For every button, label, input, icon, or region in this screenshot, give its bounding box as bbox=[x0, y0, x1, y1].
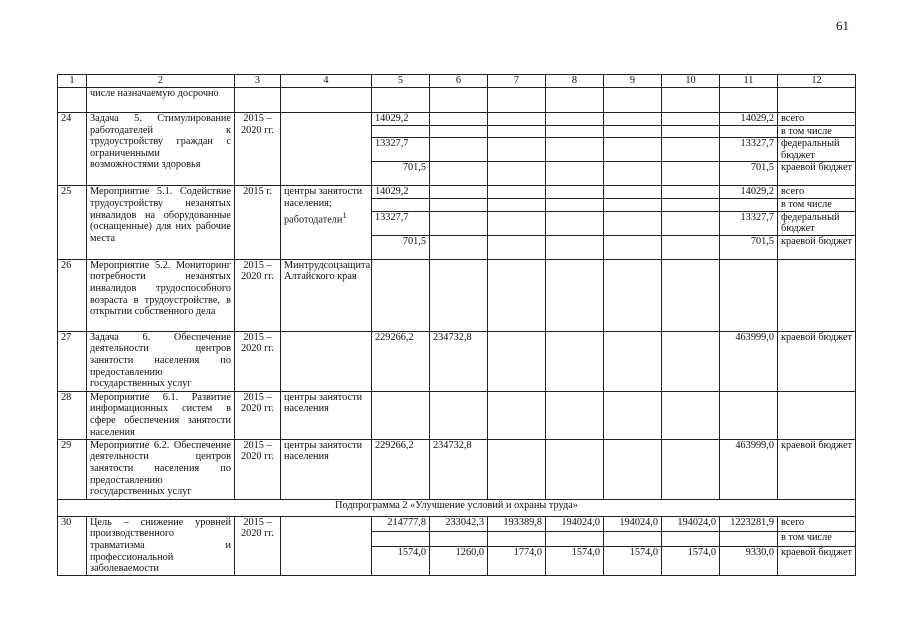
period: 2015 – 2020 гг. bbox=[235, 439, 281, 499]
table-row bbox=[58, 439, 856, 499]
col-header: 8 bbox=[546, 75, 604, 88]
funding-source: федеральный бюджет bbox=[778, 138, 856, 162]
row-number: 28 bbox=[58, 391, 87, 439]
executor bbox=[281, 331, 372, 391]
task-name: Мероприятие 6.2. Обеспечение деятельности центров занятости населения по предоставлению государственных услуг bbox=[87, 439, 235, 499]
executor-text: центры занятости населения; работодатели bbox=[284, 186, 363, 225]
row-number: 30 bbox=[58, 516, 87, 575]
executor bbox=[281, 113, 372, 186]
funding-source: в том числе bbox=[778, 198, 856, 211]
value-cell: 1574,0 bbox=[546, 546, 604, 575]
row-number: 25 bbox=[58, 186, 87, 259]
page-number: 61 bbox=[836, 18, 849, 33]
table-row bbox=[58, 186, 856, 199]
funding-source: всего bbox=[778, 186, 856, 199]
value-cell: 1260,0 bbox=[430, 546, 488, 575]
value-cell: 701,5 bbox=[372, 235, 430, 259]
funding-source: всего bbox=[778, 516, 856, 531]
funding-source: краевой бюджет bbox=[778, 162, 856, 186]
value-cell: 233042,3 bbox=[430, 516, 488, 531]
value-cell: 194024,0 bbox=[546, 516, 604, 531]
table-row bbox=[58, 331, 856, 391]
period: 2015 – 2020 гг. bbox=[235, 391, 281, 439]
col-header: 2 bbox=[87, 75, 235, 88]
col-header: 9 bbox=[604, 75, 662, 88]
task-name: числе назначаемую досрочно bbox=[87, 88, 235, 113]
task-name: Цель – снижение уровней производственного травматизма и профессиональной заболеваемости bbox=[87, 516, 235, 575]
total-cell: 701,5 bbox=[720, 235, 778, 259]
value-cell: 14029,2 bbox=[372, 186, 430, 199]
header-row bbox=[58, 75, 856, 88]
col-header: 1 bbox=[58, 75, 87, 88]
period: 2015 г. bbox=[235, 186, 281, 259]
col-header: 5 bbox=[372, 75, 430, 88]
executor: центры занятости населения bbox=[281, 391, 372, 439]
period: 2015 – 2020 гг. bbox=[235, 113, 281, 186]
total-cell: 463999,0 bbox=[720, 331, 778, 391]
row-number: 29 bbox=[58, 439, 87, 499]
col-header: 10 bbox=[662, 75, 720, 88]
value-cell: 234732,8 bbox=[430, 439, 488, 499]
total-cell: 14029,2 bbox=[720, 113, 778, 126]
table-row bbox=[58, 113, 856, 126]
executor: центры занятости населения bbox=[281, 439, 372, 499]
value-cell: 229266,2 bbox=[372, 331, 430, 391]
value-cell: 1574,0 bbox=[372, 546, 430, 575]
col-header: 4 bbox=[281, 75, 372, 88]
col-header: 6 bbox=[430, 75, 488, 88]
value-cell: 193389,8 bbox=[488, 516, 546, 531]
footnote-mark: 1 bbox=[342, 209, 347, 220]
funding-source: краевой бюджет bbox=[778, 235, 856, 259]
total-cell: 701,5 bbox=[720, 162, 778, 186]
funding-source: краевой бюджет bbox=[778, 331, 856, 391]
table-row bbox=[58, 88, 856, 113]
funding-source: в том числе bbox=[778, 125, 856, 138]
funding-source: краевой бюджет bbox=[778, 439, 856, 499]
program-table bbox=[57, 74, 856, 576]
funding-source: в том числе bbox=[778, 531, 856, 546]
col-header: 7 bbox=[488, 75, 546, 88]
task-name: Задача 6. Обеспечение деятельности центров занятости населения по предоставлению государственных услуг bbox=[87, 331, 235, 391]
row-number: 27 bbox=[58, 331, 87, 391]
funding-source: всего bbox=[778, 113, 856, 126]
row-number: 26 bbox=[58, 259, 87, 331]
value-cell: 234732,8 bbox=[430, 331, 488, 391]
value-cell: 13327,7 bbox=[372, 211, 430, 235]
value-cell: 701,5 bbox=[372, 162, 430, 186]
value-cell: 229266,2 bbox=[372, 439, 430, 499]
funding-source: федеральный бюджет bbox=[778, 211, 856, 235]
col-header: 3 bbox=[235, 75, 281, 88]
task-name: Мероприятие 5.2. Мониторинг потребности незанятых инвалидов трудоспособного возраста в трудоустройстве, в открытии собственного дела bbox=[87, 259, 235, 331]
period: 2015 – 2020 гг. bbox=[235, 331, 281, 391]
value-cell: 1774,0 bbox=[488, 546, 546, 575]
table-row bbox=[58, 391, 856, 439]
value-cell: 194024,0 bbox=[604, 516, 662, 531]
total-cell: 463999,0 bbox=[720, 439, 778, 499]
total-cell: 14029,2 bbox=[720, 186, 778, 199]
executor bbox=[281, 516, 372, 575]
total-cell: 13327,7 bbox=[720, 211, 778, 235]
col-header: 12 bbox=[778, 75, 856, 88]
value-cell: 14029,2 bbox=[372, 113, 430, 126]
task-name: Мероприятие 5.1. Содействие трудоустройству незанятых инвалидов на оборудованные (оснащенные) для них рабочие места bbox=[87, 186, 235, 259]
period: 2015 – 2020 гг. bbox=[235, 516, 281, 575]
task-name: Мероприятие 6.1. Развитие информационных систем в сфере обеспечения занятости населения bbox=[87, 391, 235, 439]
table-row bbox=[58, 259, 856, 331]
executor bbox=[281, 186, 372, 259]
task-name: Задача 5. Стимулирование работодателей к трудоустройству граждан с ограниченными возможностями здоровья bbox=[87, 113, 235, 186]
period: 2015 – 2020 гг. bbox=[235, 259, 281, 331]
value-cell: 214777,8 bbox=[372, 516, 430, 531]
funding-source: краевой бюджет bbox=[778, 546, 856, 575]
table-row bbox=[58, 516, 856, 531]
total-cell: 9330,0 bbox=[720, 546, 778, 575]
subprogram-heading: Подпрограмма 2 «Улучшение условий и охраны труда» bbox=[58, 499, 856, 516]
total-cell: 1223281,9 bbox=[720, 516, 778, 531]
executor: Минтрудсоцзащита Алтайского края bbox=[281, 259, 372, 331]
row-number: 24 bbox=[58, 113, 87, 186]
value-cell: 13327,7 bbox=[372, 138, 430, 162]
value-cell: 1574,0 bbox=[604, 546, 662, 575]
col-header: 11 bbox=[720, 75, 778, 88]
table-row bbox=[58, 499, 856, 516]
total-cell: 13327,7 bbox=[720, 138, 778, 162]
value-cell: 1574,0 bbox=[662, 546, 720, 575]
value-cell: 194024,0 bbox=[662, 516, 720, 531]
